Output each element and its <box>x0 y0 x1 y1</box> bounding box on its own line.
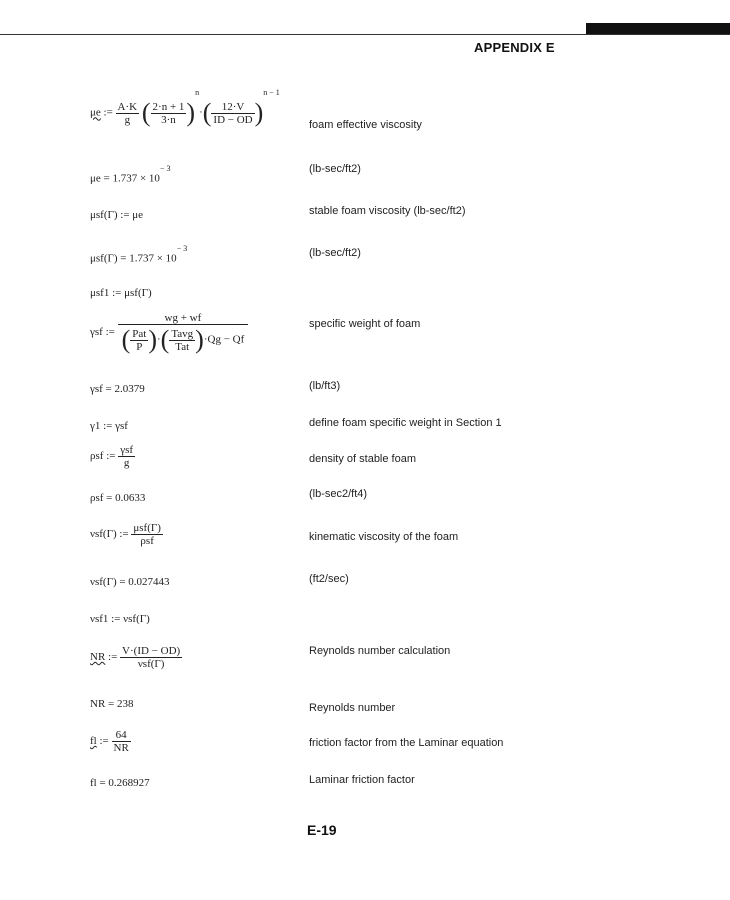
mu-e-result <box>90 164 171 185</box>
mu-sf-result <box>90 244 188 265</box>
paren-open: ( <box>160 325 170 354</box>
gamma-sf-result: γsf = 2.0379 <box>90 383 145 395</box>
desc-density: density of stable foam <box>309 453 417 465</box>
desc-stable-foam-viscosity: stable foam viscosity (lb-sec/ft2) <box>309 205 466 217</box>
nr-frac <box>120 645 182 670</box>
fl-frac <box>112 729 131 754</box>
gamma-sf-num: wg + wf <box>164 312 202 324</box>
nu-sf1-def: νsf1 := νsf(Γ) <box>90 613 150 625</box>
desc-define-foam-weight: define foam specific weight in Section 1 <box>309 417 502 429</box>
fl-lhs: fl <box>90 735 97 748</box>
paren-close: ) <box>195 325 204 354</box>
mu-e-exp-n1: n − 1 <box>263 87 280 97</box>
mu-sf-result-expr: μsf(Γ) = 1.737 × 10 <box>90 252 177 265</box>
fl-assign: := <box>99 735 109 748</box>
mu-e-exp-n: n <box>195 87 200 97</box>
gamma-sf-p-frac <box>130 328 148 353</box>
header-rule <box>0 34 730 35</box>
mu-e-f2-num: 2·n + 1 <box>152 100 185 113</box>
nu-sf-den: ρsf <box>131 534 163 547</box>
mu-e-frac2 <box>151 101 187 126</box>
paren-close: ) <box>148 325 157 354</box>
mu-e-f2-den: 3·n <box>151 113 187 126</box>
desc-units-1: (lb-sec/ft2) <box>309 163 361 175</box>
desc-kinematic-viscosity: kinematic viscosity of the foam <box>309 531 459 543</box>
paren-open: ( <box>141 98 151 127</box>
mu-e-result-expr: μe = 1.737 × 10 <box>90 172 160 185</box>
nr-result: NR = 238 <box>90 698 134 710</box>
desc-reynolds-calc: Reynolds number calculation <box>309 645 451 657</box>
page-number: E-19 <box>307 822 337 838</box>
paren-open: ( <box>121 325 131 354</box>
paren-open: ( <box>202 98 212 127</box>
mu-e-f3-den: ID − OD <box>213 113 253 126</box>
gamma-sf-t-num: Tavg <box>171 327 194 340</box>
mu-e-equation <box>90 87 280 127</box>
fl-num: 64 <box>115 729 127 741</box>
nr-den: νsf(Γ) <box>120 657 182 670</box>
appendix-title: APPENDIX E <box>474 40 555 55</box>
mu-e-f3-num: 12·V <box>221 100 245 113</box>
mu-e-f1-den: g <box>116 113 140 126</box>
gamma-sf-t-frac <box>169 328 195 353</box>
mu-e-frac1 <box>116 101 140 126</box>
nu-sf-equation <box>90 522 163 547</box>
desc-units-5: (ft2/sec) <box>309 573 349 585</box>
rho-sf-assign: := <box>106 450 116 463</box>
gamma-sf-tail: ·Qg − Qf <box>203 333 245 346</box>
desc-foam-effective-viscosity: foam effective viscosity <box>309 119 422 131</box>
nu-sf-num: μsf(Γ) <box>133 522 161 534</box>
desc-specific-weight: specific weight of foam <box>309 318 421 330</box>
nu-sf-lhs: νsf(Γ) <box>90 528 117 541</box>
mu-e-f1-num: A·K <box>117 100 138 113</box>
nu-sf-frac <box>131 522 163 547</box>
desc-friction-factor-eq: friction factor from the Laminar equation <box>309 737 504 749</box>
rho-sf-result: ρsf = 0.0633 <box>90 492 146 504</box>
mu-e-dot: · <box>199 106 203 119</box>
desc-units-2: (lb-sec/ft2) <box>309 247 361 259</box>
rho-sf-num: γsf <box>120 444 134 456</box>
nr-equation <box>90 645 182 670</box>
paren-close: ) <box>186 98 196 127</box>
nr-num: V·(ID − OD) <box>122 645 181 657</box>
gamma-sf-p-num: Pat <box>132 327 147 340</box>
gamma-sf-frac <box>118 312 249 353</box>
gamma-1-def: γ1 := γsf <box>90 420 128 432</box>
desc-units-4: (lb-sec2/ft4) <box>309 488 368 500</box>
mu-sf-result-exp: − 3 <box>176 244 188 253</box>
fl-den: NR <box>113 742 129 754</box>
rho-sf-lhs: ρsf <box>90 450 104 463</box>
desc-reynolds-number: Reynolds number <box>309 702 396 714</box>
mu-e-assign: := <box>103 106 113 119</box>
gamma-sf-den <box>118 324 249 353</box>
desc-units-3: (lb/ft3) <box>309 380 341 392</box>
gamma-sf-p-den: P <box>130 340 148 353</box>
mu-sf1-def: μsf1 := μsf(Γ) <box>90 287 152 299</box>
desc-laminar-friction: Laminar friction factor <box>309 774 415 786</box>
nr-lhs: NR <box>90 651 106 664</box>
gamma-sf-equation <box>90 312 248 353</box>
paren-close: ) <box>254 98 264 127</box>
nr-assign: := <box>108 651 118 664</box>
nu-sf-assign: := <box>119 528 129 541</box>
dot: · <box>156 333 161 346</box>
rho-sf-den: g <box>118 456 135 469</box>
gamma-sf-t-den: Tat <box>169 340 195 353</box>
rho-sf-frac <box>118 444 135 469</box>
nu-sf-result: νsf(Γ) = 0.027443 <box>90 576 170 588</box>
mu-sf-def: μsf(Γ) := μe <box>90 209 144 221</box>
gamma-sf-lhs: γsf <box>90 326 103 339</box>
mu-e-frac3 <box>211 101 254 126</box>
mu-e-lhs: μe <box>90 106 101 119</box>
fl-equation <box>90 729 131 754</box>
mu-e-result-exp: − 3 <box>159 164 171 173</box>
fl-result: fl = 0.268927 <box>90 777 150 789</box>
gamma-sf-assign: := <box>105 326 115 339</box>
rho-sf-equation <box>90 444 135 469</box>
